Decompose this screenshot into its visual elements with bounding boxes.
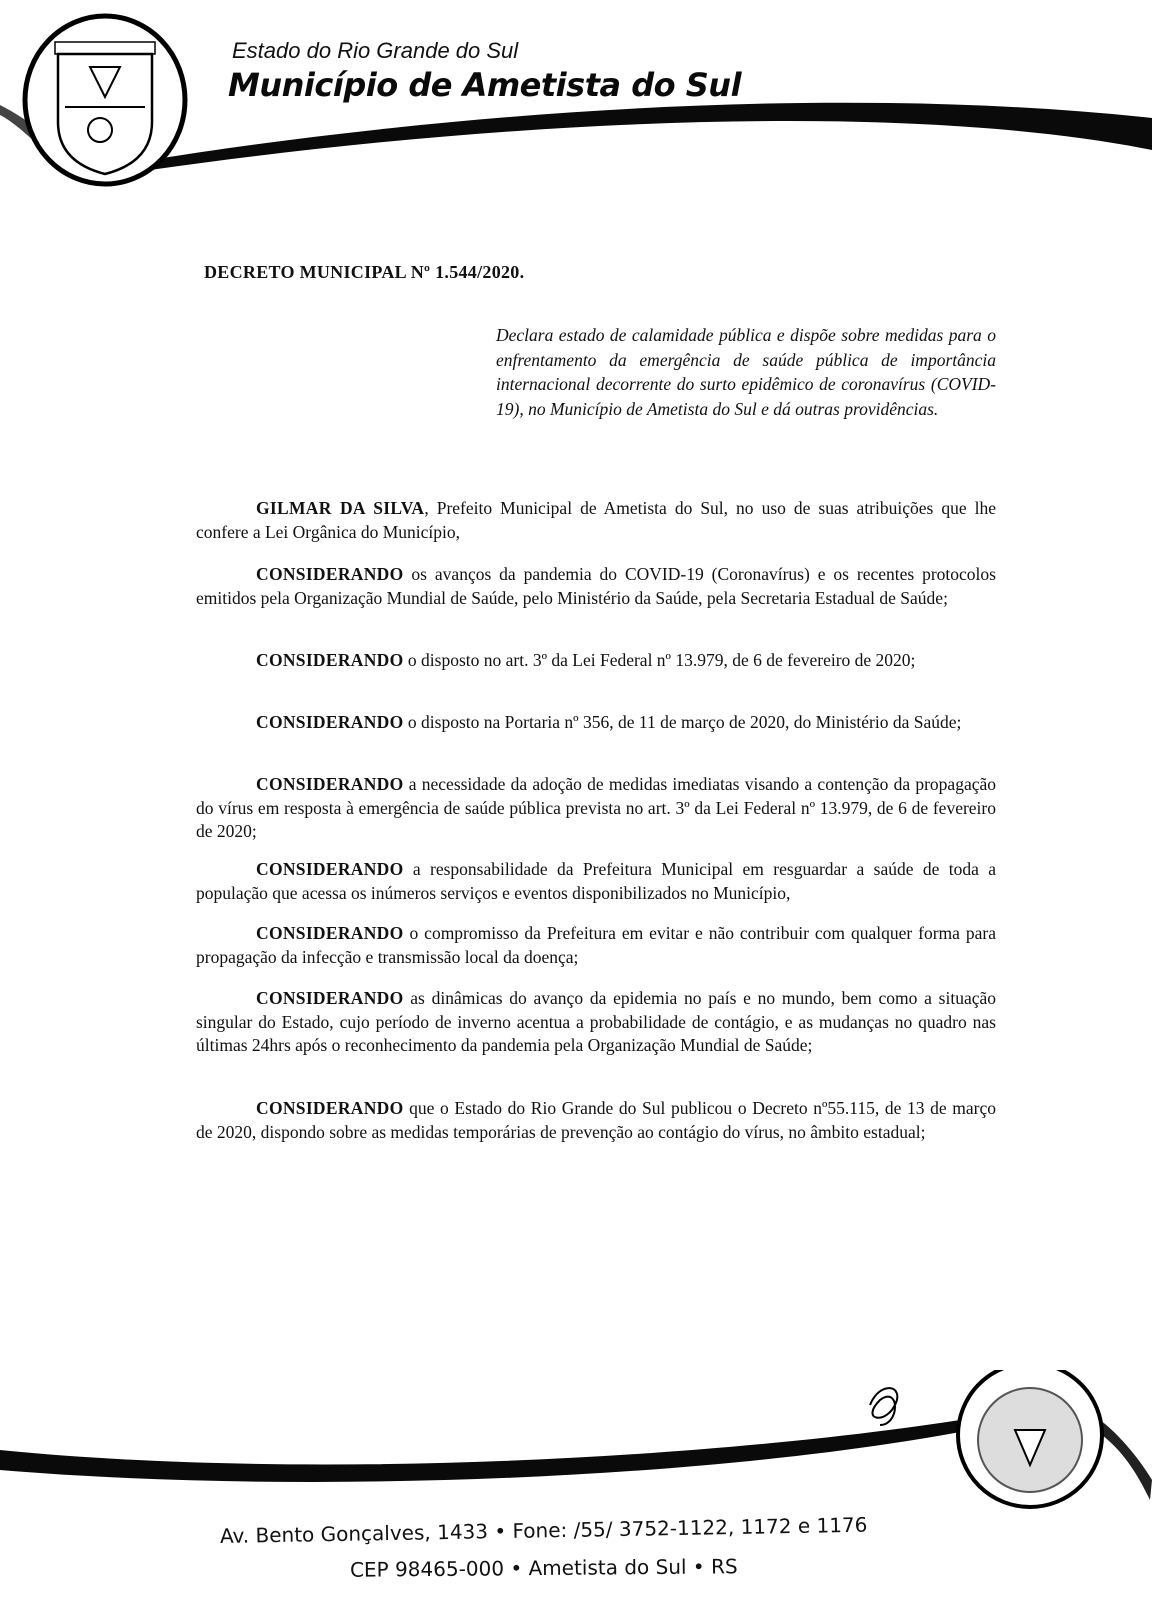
paragraph-lead: CONSIDERANDO bbox=[256, 1098, 404, 1118]
paragraph-text: , Prefeito Municipal de Ametista do Sul, no uso de suas atribuições que lhe confere a Lei Orgânica do Município, bbox=[196, 498, 996, 542]
considerando-paragraph bbox=[196, 858, 996, 905]
paragraph-lead: GILMAR DA SILVA bbox=[256, 498, 425, 518]
footer-address: Av. Bento Gonçalves, 1433 • Fone: /55/ 3752-1122, 1172 e 1176 bbox=[219, 1512, 868, 1548]
paragraph-text: o disposto na Portaria nº 356, de 11 de março de 2020, do Ministério da Saúde; bbox=[403, 712, 962, 732]
paragraph-text: que o Estado do Rio Grande do Sul publicou o Decreto nº55.115, de 13 de março de 2020, dispondo sobre as medidas temporárias de prevenção ao contágio do vírus, no âmbito estadual; bbox=[196, 1098, 996, 1142]
paragraph-lead: CONSIDERANDO bbox=[256, 859, 404, 879]
paragraph-lead: CONSIDERANDO bbox=[256, 923, 404, 943]
footer-cep: CEP 98465-000 • Ametista do Sul • RS bbox=[349, 1554, 738, 1582]
decree-title: DECRETO MUNICIPAL Nº 1.544/2020. bbox=[204, 262, 525, 282]
decree-summary: Declara estado de calamidade pública e dispõe sobre medidas para o enfrentamento da emergência de saúde pública de importância internacional decorrente do surto epidêmico de coronavírus (COVID-19), no Município de Ametista do Sul e dá outras providências. bbox=[496, 325, 996, 419]
signature-initials bbox=[870, 1388, 897, 1425]
paragraph-text: o disposto no art. 3º da Lei Federal nº 13.979, de 6 de fevereiro de 2020; bbox=[403, 650, 916, 670]
considerando-paragraph bbox=[196, 711, 996, 735]
paragraph-lead: CONSIDERANDO bbox=[256, 564, 404, 584]
paragraph-text: o compromisso da Prefeitura em evitar e não contribuir com qualquer forma para propagação da infecção e transmissão local da doença; bbox=[196, 923, 996, 967]
considerando-paragraph bbox=[196, 773, 996, 844]
paragraph-text: as dinâmicas do avanço da epidemia no país e no mundo, bem como a situação singular do Estado, cujo período de inverno acentua a probabilidade de contágio, e as mudanças no quadro nas últimas 24hrs após o reconhecimento da pandemia pela Organização Mundial de Saúde; bbox=[196, 988, 996, 1055]
header-municipality-name: Município de Ametista do Sul bbox=[228, 66, 742, 104]
preamble-paragraph bbox=[196, 497, 996, 544]
paragraph-lead: CONSIDERANDO bbox=[256, 650, 404, 670]
considerando-paragraph bbox=[196, 1097, 996, 1144]
municipal-crest-logo bbox=[20, 12, 190, 187]
considerando-paragraph bbox=[196, 987, 996, 1058]
considerando-paragraph bbox=[196, 649, 996, 673]
paragraph-text: a responsabilidade da Prefeitura Municipal em resguardar a saúde de toda a população que acessa os inúmeros serviços e eventos disponibilizados no Município, bbox=[196, 859, 996, 903]
considerando-paragraph bbox=[196, 922, 996, 969]
paragraph-text: a necessidade da adoção de medidas imediatas visando a contenção da propagação do vírus em resposta à emergência de saúde pública prevista no art. 3º da Lei Federal nº 13.979, de 6 de fevereiro de 2020; bbox=[196, 774, 996, 841]
header-state-name: Estado do Rio Grande do Sul bbox=[232, 38, 519, 63]
paragraph-lead: CONSIDERANDO bbox=[256, 774, 404, 794]
paragraph-lead: CONSIDERANDO bbox=[256, 712, 404, 732]
considerando-paragraph bbox=[196, 563, 996, 610]
paragraph-text: os avanços da pandemia do COVID-19 (Coronavírus) e os recentes protocolos emitidos pela Organização Mundial de Saúde, pelo Ministério da Saúde, pela Secretaria Estadual de Saúde; bbox=[196, 564, 996, 608]
paragraph-lead: CONSIDERANDO bbox=[256, 988, 404, 1008]
